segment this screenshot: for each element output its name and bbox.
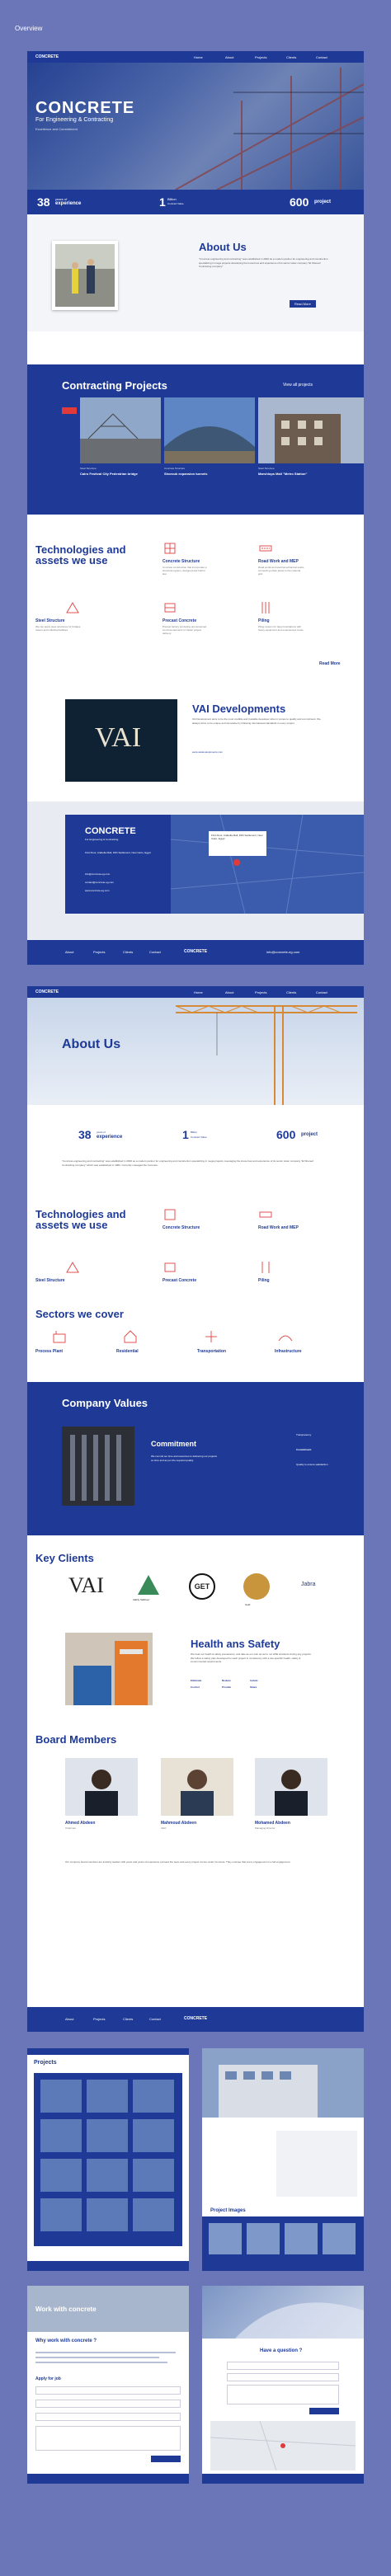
project-images-strip: [202, 2216, 364, 2261]
vai-title: VAI Developments: [192, 703, 286, 715]
about-nav-projects[interactable]: Projects: [255, 990, 267, 994]
about-read-more-button[interactable]: Read More: [290, 300, 316, 308]
contact-thumb-map[interactable]: [210, 2421, 356, 2470]
health-item-6: Share: [250, 1685, 257, 1689]
stat-years-num: 38: [37, 195, 50, 209]
tech-section: [27, 529, 364, 686]
about-section: [27, 214, 364, 331]
about-tech-1: Concrete Structure: [163, 1225, 200, 1230]
tech-title: Technologies and assets we use: [35, 543, 126, 566]
contact-address: First Floor, Arabella Mall, Fifth Settlement, New Cairo, Egypt: [85, 851, 151, 854]
vai-section: [27, 694, 364, 801]
sector-3: Transportation: [197, 1349, 227, 1354]
client-vai-logo: VAI: [68, 1573, 104, 1597]
nav-projects[interactable]: Projects: [255, 55, 267, 59]
tech-desc-1: Concrete construction that incorporate a structural system, designed and built to last.: [163, 566, 207, 576]
contact-thumb[interactable]: [202, 2286, 364, 2484]
health-item-3: Isolate: [250, 1679, 258, 1682]
about-tech-2: Road Work and MEP: [258, 1225, 299, 1230]
tech-title-2: Road Work and MEP: [258, 559, 299, 564]
about-tech-title: Technologies and assets we use: [35, 1208, 126, 1231]
question-email-input[interactable]: [227, 2373, 339, 2381]
about-stat-value-num: 1: [182, 1128, 189, 1141]
contact-card: [65, 815, 171, 914]
project-detail-hero: [202, 2048, 364, 2118]
client-get-logo: GET: [189, 1573, 215, 1600]
about-photo: [52, 241, 118, 310]
contact-thumb-hero: [202, 2286, 364, 2339]
stat-value-num: 1: [159, 195, 166, 209]
board-name-3: Mohamed Abdeen: [255, 1821, 290, 1826]
tech-title-5: Piling: [258, 618, 270, 623]
nav-home[interactable]: Home: [194, 55, 203, 59]
map-pin-icon[interactable]: [233, 859, 240, 866]
building-icon: [163, 541, 177, 556]
value-2[interactable]: Commitment: [296, 1448, 312, 1451]
contact-web[interactable]: www.concrete-eg.com: [85, 889, 110, 892]
board-name-2: Mahmoud Abdeen: [161, 1821, 197, 1826]
about-stat-value-unit: Billion: [191, 1131, 198, 1134]
vai-text: VAI Development aims to be the most credible and trustable developer when it comes to quality and commitment. We always strive to be unique and innovative by following international standards in every project.: [192, 717, 321, 725]
about-footer-nav-about[interactable]: About: [65, 2017, 74, 2021]
tech-desc-5: Piling system for deep foundations with heavy equipment and experienced crews.: [258, 625, 304, 632]
board-photo-3: [255, 1758, 327, 1816]
project-detail-thumb[interactable]: [202, 2048, 364, 2271]
contact-map[interactable]: [171, 815, 364, 914]
tech-desc-2: Road works and electromechanical works connecting urban areas to the national grid.: [258, 566, 304, 576]
thumb-question-title: Have a question ?: [260, 2348, 303, 2353]
tech-title-3: Steel Structure: [35, 618, 65, 623]
health-item-5: Provide: [222, 1685, 232, 1689]
thumb-why-title: Why work with concrete ?: [35, 2339, 97, 2343]
question-submit-button[interactable]: [309, 2408, 339, 2414]
hero: [27, 51, 364, 190]
about-page-text: "Concrete engineering and contracting" was established in 2000 as a modern partner for engineering and construction specializing in mega projects, leveraging the know-how and experience of its senior sister company "El Shereef Contracting company" which was established in 1983. Currently managed the Concrete.: [62, 1159, 314, 1167]
vai-logo: VAI: [95, 722, 142, 753]
about-text: "Concrete engineering and contracting" was established in 2000 as a modern partner for engineering and construction specializing in mega projects developing the know-how and experience of its senior sister company "El Shereef Contracting company": [199, 257, 328, 268]
steel-icon: [65, 600, 80, 615]
about-tech-4: Precast Concrete: [163, 1278, 197, 1283]
road-icon: [258, 541, 273, 556]
sector-2: Residential: [116, 1349, 139, 1354]
about-nav-contact[interactable]: Contact: [316, 990, 327, 994]
about-precast-icon: [163, 1260, 177, 1275]
stat-years-label: experience: [55, 201, 82, 206]
stat-projects-num: 600: [290, 195, 309, 209]
slider-prev-button[interactable]: [62, 407, 77, 414]
board-title: Board Members: [35, 1733, 117, 1746]
footer-email[interactable]: info@concrete-eg.com: [266, 950, 300, 954]
thumb-projects-title: Projects: [34, 2060, 57, 2066]
footer-logo: CONCRETE: [184, 949, 208, 954]
precast-icon: [163, 600, 177, 615]
about-tech-3: Steel Structure: [35, 1278, 65, 1283]
about-footer-logo: CONCRETE: [184, 2016, 208, 2021]
about-logo[interactable]: CONCRETE: [35, 990, 59, 994]
apply-submit-button[interactable]: [151, 2456, 181, 2462]
about-stat-value-label: Contract Value: [191, 1135, 207, 1139]
project-name-2[interactable]: Shorouk expansion tunnels: [164, 472, 208, 476]
hero-title: CONCRETE: [35, 99, 135, 117]
board-role-2: CEO: [161, 1826, 167, 1830]
apply-email-input[interactable]: [35, 2400, 181, 2408]
process-plant-icon: [52, 1329, 67, 1344]
overview-label: Overview: [15, 25, 43, 32]
commitment-text: We commit our time and resources to delivering our projects on time and as per the required quality.: [151, 1455, 217, 1462]
map-popup-text: First Floor, Arabella Mall, Fifth Settlement, New Cairo, Egypt: [211, 834, 263, 840]
home-footer: [27, 940, 364, 965]
about-building-icon: [163, 1207, 177, 1222]
careers-thumb[interactable]: [27, 2286, 189, 2484]
vai-link[interactable]: www.vaideveloptments.com: [192, 750, 224, 754]
stat-projects-label: project: [314, 200, 332, 204]
project-image-2[interactable]: [164, 397, 255, 463]
health-text: We treat our health & safety precautions, and take as our own as we're not HSE accidents during any projects. We follow a safety plan developed for each project in consistency with a site-specific health, safety & environmental requirements.: [191, 1652, 312, 1663]
hero-subtitle: For Engineering & Contracting: [35, 117, 114, 123]
question-message-input[interactable]: [227, 2385, 339, 2404]
board-photo-1: [65, 1758, 138, 1816]
projects-title: Contracting Projects: [62, 379, 167, 392]
client-gold-name: Gold: [245, 1603, 251, 1606]
board-photo-2: [161, 1758, 233, 1816]
about-nav-clients[interactable]: Clients: [286, 990, 297, 994]
project-image-1[interactable]: [80, 397, 161, 463]
board-role-1: Chairman: [65, 1826, 77, 1830]
stats-bar: [27, 190, 364, 214]
health-item-2: Reduce: [222, 1679, 231, 1682]
projects-grid-image: [34, 2073, 182, 2246]
values-section: [27, 1382, 364, 1535]
about-road-icon: [258, 1207, 273, 1222]
stat-value-label: Contract Value: [167, 202, 184, 205]
project-cat-2: Concrete Structure: [164, 467, 186, 470]
piling-icon: [258, 600, 273, 615]
about-stat-projects-label: project: [301, 1132, 318, 1137]
about-footer-nav-contact[interactable]: Contact: [149, 2017, 161, 2021]
about-stat-years-label: experience: [97, 1135, 123, 1140]
about-piling-icon: [258, 1260, 273, 1275]
project-name-3[interactable]: Marshlops Mall "Metro Station": [258, 472, 308, 476]
thumb-apply-title: Apply for job: [35, 2376, 61, 2381]
about-nav-home[interactable]: Home: [194, 990, 203, 994]
residential-icon: [123, 1329, 138, 1344]
tech-read-more-link[interactable]: Read More: [319, 661, 341, 666]
sectors-title: Sectors we cover: [35, 1308, 124, 1320]
sector-1: Process Plant: [35, 1349, 64, 1354]
about-page-title: About Us: [62, 1037, 121, 1051]
tech-title-4: Precast Concrete: [163, 618, 197, 623]
logo[interactable]: CONCRETE: [35, 54, 59, 59]
map-popup: [209, 831, 266, 856]
thumb-project-images-title: Project Images: [210, 2208, 246, 2213]
clients-title: Key Clients: [35, 1552, 94, 1564]
about-tech-5: Piling: [258, 1278, 270, 1283]
footer-nav-contact[interactable]: Contact: [149, 950, 161, 954]
about-stat-projects-num: 600: [276, 1128, 296, 1141]
apply-phone-input[interactable]: [35, 2413, 181, 2421]
contact-section: [27, 801, 364, 940]
health-item-4: Control: [191, 1685, 200, 1689]
nav-contact[interactable]: Contact: [316, 55, 327, 59]
about-footer: [27, 2007, 364, 2032]
values-title: Company Values: [62, 1397, 148, 1409]
about-steel-icon: [65, 1260, 80, 1275]
health-title: Health ans Safety: [191, 1638, 280, 1650]
board-text: Our company board members are industry leaders with years and years of experience pursued the team and every project comes under Concrete. They oversee that every engagement is a full engagement.: [65, 1860, 291, 1864]
contact-email[interactable]: contact@concrete-eg.com: [85, 881, 115, 884]
project-image-3[interactable]: [258, 397, 364, 463]
contact-logo: CONCRETE: [85, 826, 136, 836]
infrastructure-icon: [278, 1329, 293, 1344]
contact-logo-sub: For Engineering & Contracting: [85, 838, 119, 841]
projects-thumb[interactable]: [27, 2048, 189, 2271]
about-page: [27, 986, 364, 2032]
about-stat-years-num: 38: [78, 1128, 92, 1141]
footer-nav-projects[interactable]: Projects: [93, 950, 106, 954]
view-all-link[interactable]: View all projects: [283, 383, 313, 388]
tech-title-1: Concrete Structure: [163, 559, 200, 564]
hero-tagline: Excellence and Commitment: [35, 127, 78, 131]
project-cat-3: Steel Structure: [258, 467, 275, 470]
nav-about[interactable]: About: [225, 55, 234, 59]
values-image: [62, 1427, 134, 1506]
stat-value-unit: Billion: [167, 197, 177, 201]
health-item-1: Eliminate: [191, 1679, 202, 1682]
tech-desc-3: We can apply steel structures for bridges, towers and industrial facilities.: [35, 625, 82, 632]
about-title: About Us: [199, 241, 247, 253]
question-name-input[interactable]: [227, 2362, 339, 2370]
footer-nav-about[interactable]: About: [65, 950, 74, 954]
stat-years-unit: years of: [55, 197, 68, 201]
nav-clients[interactable]: Clients: [286, 55, 297, 59]
project-cat-1: Steel Structure: [80, 467, 97, 470]
commitment-title: Commitment: [151, 1440, 197, 1448]
contact-phone[interactable]: info@concrete-eg.com: [85, 872, 111, 876]
transportation-icon: [204, 1329, 219, 1344]
board-role-3: Managing Director: [255, 1826, 276, 1830]
home-page: [27, 51, 364, 965]
project-name-1[interactable]: Cairo Festival City Pedestrian bridge: [80, 472, 138, 476]
projects-section: [27, 364, 364, 515]
vai-logo-box: [65, 699, 177, 782]
sector-4: Infrastructure: [275, 1349, 302, 1354]
apply-message-input[interactable]: [35, 2426, 181, 2451]
health-image: [65, 1633, 153, 1705]
value-1[interactable]: Transparency: [296, 1433, 312, 1436]
value-3[interactable]: Quality to ensure satisfaction: [296, 1463, 328, 1466]
footer-nav-clients[interactable]: Clients: [123, 950, 134, 954]
about-nav-about[interactable]: About: [225, 990, 234, 994]
client-gold-logo: [243, 1573, 270, 1606]
about-footer-nav-projects[interactable]: Projects: [93, 2017, 106, 2021]
client-jabra-logo: Jabra: [301, 1582, 316, 1587]
about-footer-nav-clients[interactable]: Clients: [123, 2017, 134, 2021]
about-stat-years-unit: years of: [97, 1131, 106, 1134]
thumb-work-title: Work with concrete: [35, 2306, 97, 2313]
apply-name-input[interactable]: [35, 2386, 181, 2395]
board-name-1: Ahmed Abdeen: [65, 1821, 96, 1826]
client-sabbour-name: Alahly Sabbour: [133, 1598, 150, 1601]
workers-image: [55, 244, 115, 307]
tech-desc-4: Precast factory producing pre-tensioned concrete elements for faster project delivery.: [163, 625, 207, 635]
client-sabbour-logo: [133, 1573, 161, 1601]
